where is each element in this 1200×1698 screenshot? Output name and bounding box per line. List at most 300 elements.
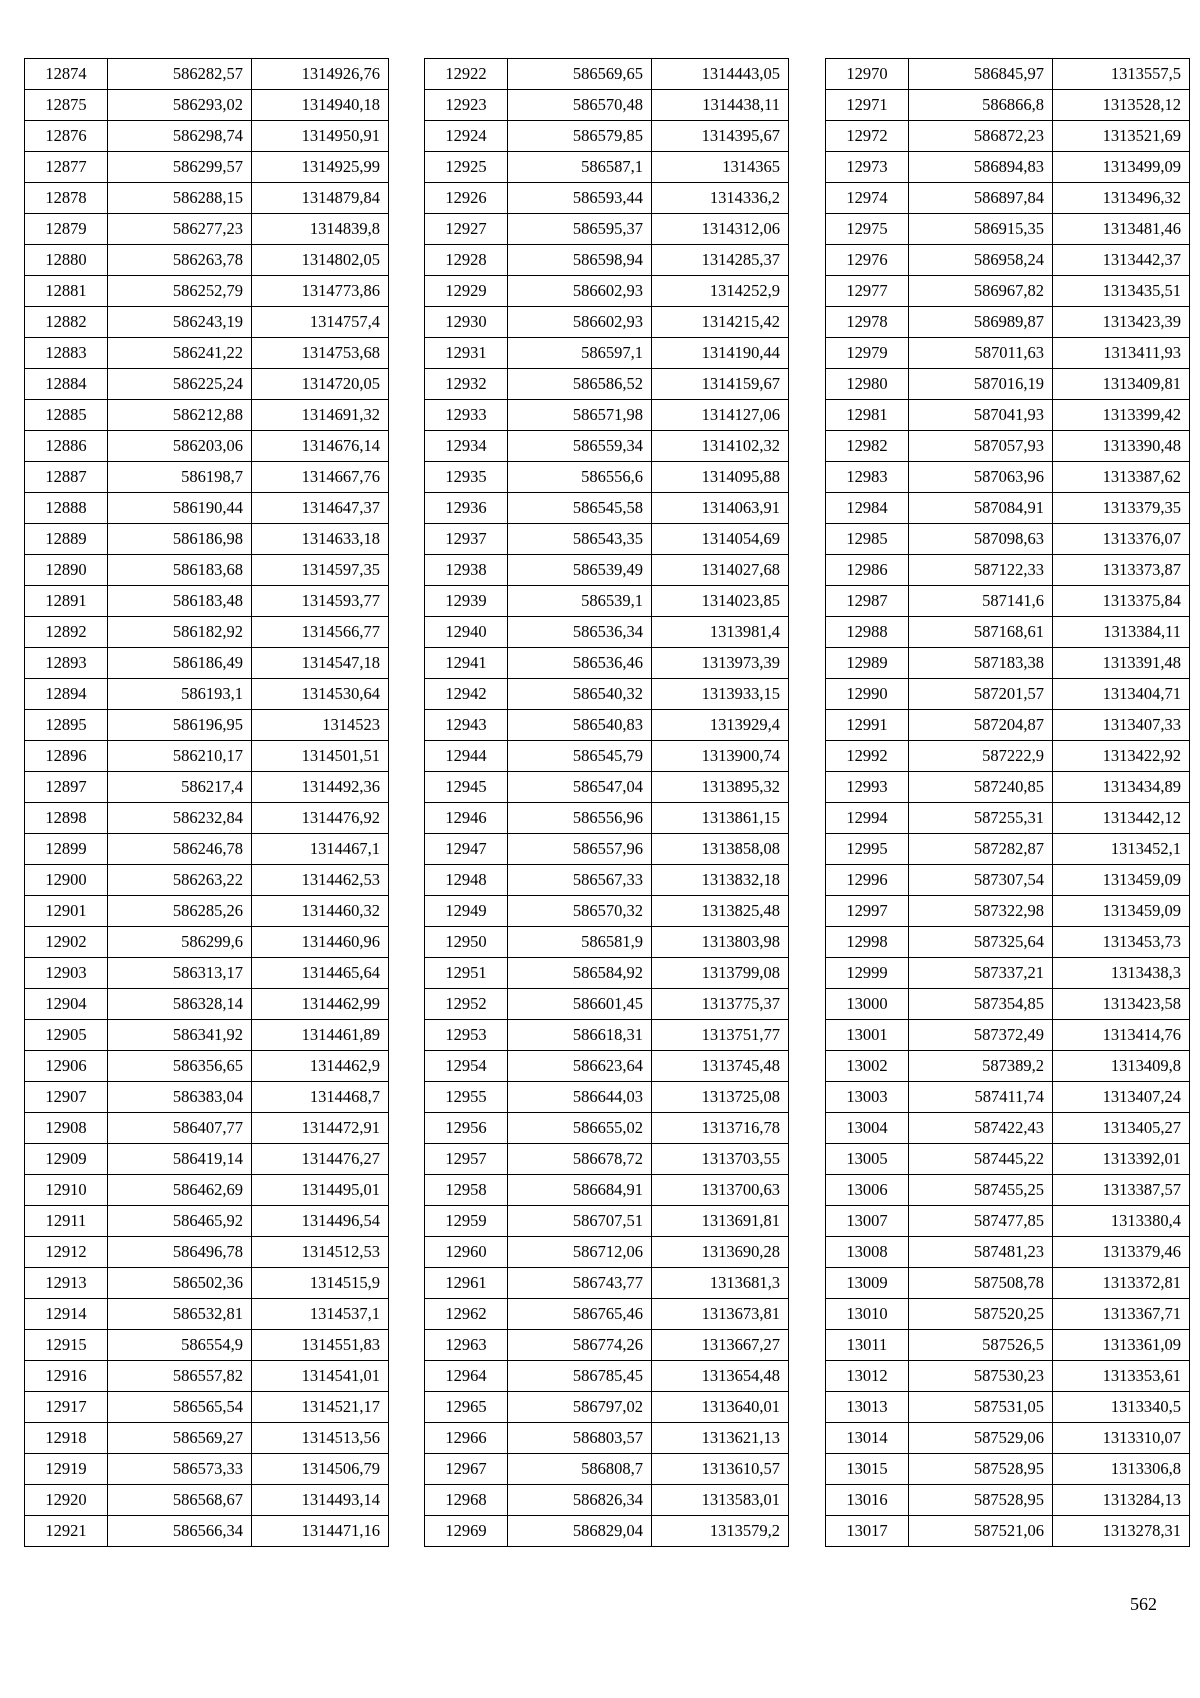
y-coordinate: 1313375,84 [1053, 586, 1190, 617]
point-number: 12970 [826, 59, 909, 90]
y-coordinate: 1313438,3 [1053, 958, 1190, 989]
y-coordinate: 1314879,84 [252, 183, 389, 214]
point-number: 12951 [425, 958, 508, 989]
x-coordinate: 586915,35 [909, 214, 1053, 245]
table-row [425, 958, 789, 989]
y-coordinate: 1314547,18 [252, 648, 389, 679]
x-coordinate: 586186,98 [108, 524, 252, 555]
point-number: 12937 [425, 524, 508, 555]
table-row [826, 710, 1190, 741]
point-number: 12968 [425, 1485, 508, 1516]
table-row [826, 1392, 1190, 1423]
y-coordinate: 1314395,67 [652, 121, 789, 152]
x-coordinate: 586826,34 [508, 1485, 652, 1516]
x-coordinate: 587222,9 [909, 741, 1053, 772]
point-number: 12904 [25, 989, 108, 1020]
y-coordinate: 1313372,81 [1053, 1268, 1190, 1299]
point-number: 13000 [826, 989, 909, 1020]
point-number: 12982 [826, 431, 909, 462]
y-coordinate: 1313716,78 [652, 1113, 789, 1144]
x-coordinate: 587122,33 [909, 555, 1053, 586]
table-row [25, 90, 389, 121]
y-coordinate: 1314515,9 [252, 1268, 389, 1299]
x-coordinate: 586263,78 [108, 245, 252, 276]
x-coordinate: 586570,32 [508, 896, 652, 927]
x-coordinate: 586210,17 [108, 741, 252, 772]
y-coordinate: 1314159,67 [652, 369, 789, 400]
x-coordinate: 586419,14 [108, 1144, 252, 1175]
y-coordinate: 1314460,32 [252, 896, 389, 927]
x-coordinate: 586299,6 [108, 927, 252, 958]
point-number: 12974 [826, 183, 909, 214]
y-coordinate: 1313673,81 [652, 1299, 789, 1330]
table-row [25, 1237, 389, 1268]
x-coordinate: 586502,36 [108, 1268, 252, 1299]
coordinates-table-1 [24, 58, 389, 1547]
point-number: 12947 [425, 834, 508, 865]
x-coordinate: 586383,04 [108, 1082, 252, 1113]
table-row [425, 1485, 789, 1516]
table-row [25, 1361, 389, 1392]
table-row [25, 1485, 389, 1516]
point-number: 13006 [826, 1175, 909, 1206]
table-row [25, 1175, 389, 1206]
point-number: 12936 [425, 493, 508, 524]
point-number: 12930 [425, 307, 508, 338]
point-number: 12897 [25, 772, 108, 803]
point-number: 12989 [826, 648, 909, 679]
table-row [25, 276, 389, 307]
y-coordinate: 1314493,14 [252, 1485, 389, 1516]
y-coordinate: 1314462,53 [252, 865, 389, 896]
point-number: 12877 [25, 152, 108, 183]
point-number: 12946 [425, 803, 508, 834]
table-row [425, 927, 789, 958]
table-row [25, 431, 389, 462]
y-coordinate: 1314476,27 [252, 1144, 389, 1175]
x-coordinate: 586808,7 [508, 1454, 652, 1485]
table-row [425, 989, 789, 1020]
table-row [826, 462, 1190, 493]
y-coordinate: 1313442,37 [1053, 245, 1190, 276]
table-row [25, 1051, 389, 1082]
y-coordinate: 1313459,09 [1053, 896, 1190, 927]
x-coordinate: 586183,68 [108, 555, 252, 586]
point-number: 12959 [425, 1206, 508, 1237]
point-number: 13009 [826, 1268, 909, 1299]
table-row [425, 1206, 789, 1237]
point-number: 12957 [425, 1144, 508, 1175]
y-coordinate: 1313306,8 [1053, 1454, 1190, 1485]
y-coordinate: 1314597,35 [252, 555, 389, 586]
x-coordinate: 586623,64 [508, 1051, 652, 1082]
x-coordinate: 586496,78 [108, 1237, 252, 1268]
point-number: 12986 [826, 555, 909, 586]
x-coordinate: 586241,22 [108, 338, 252, 369]
x-coordinate: 586684,91 [508, 1175, 652, 1206]
x-coordinate: 586285,26 [108, 896, 252, 927]
y-coordinate: 1313405,27 [1053, 1113, 1190, 1144]
table-row [826, 338, 1190, 369]
point-number: 12990 [826, 679, 909, 710]
x-coordinate: 586198,7 [108, 462, 252, 493]
table-row [25, 307, 389, 338]
y-coordinate: 1314095,88 [652, 462, 789, 493]
x-coordinate: 586743,77 [508, 1268, 652, 1299]
x-coordinate: 587520,25 [909, 1299, 1053, 1330]
y-coordinate: 1313799,08 [652, 958, 789, 989]
x-coordinate: 587529,06 [909, 1423, 1053, 1454]
y-coordinate: 1313496,32 [1053, 183, 1190, 214]
y-coordinate: 1314027,68 [652, 555, 789, 586]
y-coordinate: 1314512,53 [252, 1237, 389, 1268]
table-row [826, 307, 1190, 338]
x-coordinate: 586407,77 [108, 1113, 252, 1144]
y-coordinate: 1314063,91 [652, 493, 789, 524]
x-coordinate: 586299,57 [108, 152, 252, 183]
y-coordinate: 1313435,51 [1053, 276, 1190, 307]
table-row [425, 1082, 789, 1113]
y-coordinate: 1314460,96 [252, 927, 389, 958]
table-row [425, 338, 789, 369]
point-number: 12933 [425, 400, 508, 431]
point-number: 12967 [425, 1454, 508, 1485]
point-number: 13007 [826, 1206, 909, 1237]
table-row [425, 524, 789, 555]
x-coordinate: 586598,94 [508, 245, 652, 276]
y-coordinate: 1314365 [652, 152, 789, 183]
table-row [826, 1516, 1190, 1547]
point-number: 12898 [25, 803, 108, 834]
table-row [425, 307, 789, 338]
table-row [826, 1206, 1190, 1237]
y-coordinate: 1314476,92 [252, 803, 389, 834]
table-row [425, 555, 789, 586]
point-number: 12964 [425, 1361, 508, 1392]
point-number: 12922 [425, 59, 508, 90]
table-row [826, 1144, 1190, 1175]
point-number: 12995 [826, 834, 909, 865]
x-coordinate: 586543,35 [508, 524, 652, 555]
point-number: 13011 [826, 1330, 909, 1361]
table-row [25, 1020, 389, 1051]
y-coordinate: 1313387,57 [1053, 1175, 1190, 1206]
x-coordinate: 586712,06 [508, 1237, 652, 1268]
point-number: 12981 [826, 400, 909, 431]
x-coordinate: 586797,02 [508, 1392, 652, 1423]
table-row [425, 1020, 789, 1051]
table-row [826, 1113, 1190, 1144]
table-row [25, 617, 389, 648]
x-coordinate: 587526,5 [909, 1330, 1053, 1361]
table-row [425, 276, 789, 307]
point-number: 12927 [425, 214, 508, 245]
y-coordinate: 1314472,91 [252, 1113, 389, 1144]
x-coordinate: 586678,72 [508, 1144, 652, 1175]
x-coordinate: 586765,46 [508, 1299, 652, 1330]
x-coordinate: 586570,48 [508, 90, 652, 121]
table-row [25, 183, 389, 214]
x-coordinate: 587325,64 [909, 927, 1053, 958]
point-number: 12969 [425, 1516, 508, 1547]
point-number: 13015 [826, 1454, 909, 1485]
table-row [826, 1299, 1190, 1330]
x-coordinate: 586602,93 [508, 307, 652, 338]
y-coordinate: 1313929,4 [652, 710, 789, 741]
y-coordinate: 1314541,01 [252, 1361, 389, 1392]
x-coordinate: 586581,9 [508, 927, 652, 958]
y-coordinate: 1313392,01 [1053, 1144, 1190, 1175]
point-number: 12943 [425, 710, 508, 741]
point-number: 12935 [425, 462, 508, 493]
x-coordinate: 586252,79 [108, 276, 252, 307]
table-row [826, 276, 1190, 307]
point-number: 12928 [425, 245, 508, 276]
table-row [425, 896, 789, 927]
point-number: 12962 [425, 1299, 508, 1330]
point-number: 12999 [826, 958, 909, 989]
table-row [425, 710, 789, 741]
point-number: 12944 [425, 741, 508, 772]
x-coordinate: 586246,78 [108, 834, 252, 865]
point-number: 12966 [425, 1423, 508, 1454]
table-row [425, 648, 789, 679]
x-coordinate: 586182,92 [108, 617, 252, 648]
point-number: 12891 [25, 586, 108, 617]
table-row [25, 369, 389, 400]
y-coordinate: 1313858,08 [652, 834, 789, 865]
x-coordinate: 587204,87 [909, 710, 1053, 741]
point-number: 12931 [425, 338, 508, 369]
table-row [25, 1423, 389, 1454]
point-number: 12926 [425, 183, 508, 214]
point-number: 12985 [826, 524, 909, 555]
point-number: 12910 [25, 1175, 108, 1206]
point-number: 12875 [25, 90, 108, 121]
y-coordinate: 1314720,05 [252, 369, 389, 400]
table-row [826, 183, 1190, 214]
point-number: 12941 [425, 648, 508, 679]
table-row [425, 1330, 789, 1361]
table-row [25, 679, 389, 710]
table-row [425, 493, 789, 524]
x-coordinate: 586559,34 [508, 431, 652, 462]
point-number: 12924 [425, 121, 508, 152]
x-coordinate: 586593,44 [508, 183, 652, 214]
table-row [425, 59, 789, 90]
table-row [826, 59, 1190, 90]
y-coordinate: 1313981,4 [652, 617, 789, 648]
point-number: 13001 [826, 1020, 909, 1051]
table-row [425, 369, 789, 400]
y-coordinate: 1314523 [252, 710, 389, 741]
x-coordinate: 587282,87 [909, 834, 1053, 865]
y-coordinate: 1314551,83 [252, 1330, 389, 1361]
y-coordinate: 1313353,61 [1053, 1361, 1190, 1392]
point-number: 12934 [425, 431, 508, 462]
x-coordinate: 586557,96 [508, 834, 652, 865]
y-coordinate: 1314438,11 [652, 90, 789, 121]
y-coordinate: 1313803,98 [652, 927, 789, 958]
table-row [826, 896, 1190, 927]
table-row [826, 1237, 1190, 1268]
point-number: 12914 [25, 1299, 108, 1330]
coordinates-table-3 [825, 58, 1190, 1547]
x-coordinate: 587445,22 [909, 1144, 1053, 1175]
point-number: 12896 [25, 741, 108, 772]
point-number: 12894 [25, 679, 108, 710]
y-coordinate: 1313407,33 [1053, 710, 1190, 741]
y-coordinate: 1314925,99 [252, 152, 389, 183]
point-number: 12993 [826, 772, 909, 803]
y-coordinate: 1313380,4 [1053, 1206, 1190, 1237]
x-coordinate: 587084,91 [909, 493, 1053, 524]
x-coordinate: 586313,17 [108, 958, 252, 989]
y-coordinate: 1314773,86 [252, 276, 389, 307]
point-number: 12907 [25, 1082, 108, 1113]
point-number: 12998 [826, 927, 909, 958]
coordinates-table-2 [424, 58, 789, 1547]
table-row [826, 741, 1190, 772]
y-coordinate: 1314593,77 [252, 586, 389, 617]
y-coordinate: 1313367,71 [1053, 1299, 1190, 1330]
table-row [826, 524, 1190, 555]
x-coordinate: 586532,81 [108, 1299, 252, 1330]
x-coordinate: 586866,8 [909, 90, 1053, 121]
point-number: 12899 [25, 834, 108, 865]
y-coordinate: 1314667,76 [252, 462, 389, 493]
x-coordinate: 586263,22 [108, 865, 252, 896]
x-coordinate: 586243,19 [108, 307, 252, 338]
y-coordinate: 1313832,18 [652, 865, 789, 896]
point-number: 12920 [25, 1485, 108, 1516]
y-coordinate: 1314802,05 [252, 245, 389, 276]
table-row [826, 1330, 1190, 1361]
x-coordinate: 587141,6 [909, 586, 1053, 617]
x-coordinate: 587183,38 [909, 648, 1053, 679]
table-row [425, 152, 789, 183]
x-coordinate: 586539,1 [508, 586, 652, 617]
y-coordinate: 1314926,76 [252, 59, 389, 90]
y-coordinate: 1313411,93 [1053, 338, 1190, 369]
x-coordinate: 587508,78 [909, 1268, 1053, 1299]
x-coordinate: 586225,24 [108, 369, 252, 400]
point-number: 12923 [425, 90, 508, 121]
y-coordinate: 1313434,89 [1053, 772, 1190, 803]
table-row [25, 245, 389, 276]
y-coordinate: 1313895,32 [652, 772, 789, 803]
table-row [425, 679, 789, 710]
y-coordinate: 1313459,09 [1053, 865, 1190, 896]
x-coordinate: 586557,82 [108, 1361, 252, 1392]
table-row [826, 1175, 1190, 1206]
x-coordinate: 587240,85 [909, 772, 1053, 803]
y-coordinate: 1314537,1 [252, 1299, 389, 1330]
y-coordinate: 1313933,15 [652, 679, 789, 710]
x-coordinate: 586571,98 [508, 400, 652, 431]
table-row [25, 927, 389, 958]
x-coordinate: 586707,51 [508, 1206, 652, 1237]
table-row [425, 1051, 789, 1082]
table-row [25, 524, 389, 555]
y-coordinate: 1313775,37 [652, 989, 789, 1020]
x-coordinate: 586547,04 [508, 772, 652, 803]
y-coordinate: 1313745,48 [652, 1051, 789, 1082]
point-number: 13002 [826, 1051, 909, 1082]
point-number: 12925 [425, 152, 508, 183]
x-coordinate: 586462,69 [108, 1175, 252, 1206]
y-coordinate: 1313610,57 [652, 1454, 789, 1485]
point-number: 12905 [25, 1020, 108, 1051]
table-row [826, 245, 1190, 276]
y-coordinate: 1314753,68 [252, 338, 389, 369]
point-number: 12994 [826, 803, 909, 834]
point-number: 13005 [826, 1144, 909, 1175]
table-row [25, 648, 389, 679]
y-coordinate: 1314676,14 [252, 431, 389, 462]
y-coordinate: 1314950,91 [252, 121, 389, 152]
table-row [25, 59, 389, 90]
point-number: 12948 [425, 865, 508, 896]
point-number: 12902 [25, 927, 108, 958]
point-number: 12942 [425, 679, 508, 710]
point-number: 12988 [826, 617, 909, 648]
table-row [425, 462, 789, 493]
point-number: 12971 [826, 90, 909, 121]
x-coordinate: 586584,92 [508, 958, 652, 989]
table-row [826, 958, 1190, 989]
y-coordinate: 1313278,31 [1053, 1516, 1190, 1547]
table-row [425, 183, 789, 214]
y-coordinate: 1313825,48 [652, 896, 789, 927]
y-coordinate: 1314940,18 [252, 90, 389, 121]
x-coordinate: 587354,85 [909, 989, 1053, 1020]
x-coordinate: 586601,45 [508, 989, 652, 1020]
y-coordinate: 1313414,76 [1053, 1020, 1190, 1051]
table-row [25, 1082, 389, 1113]
table-row [25, 803, 389, 834]
y-coordinate: 1314566,77 [252, 617, 389, 648]
table-row [425, 1516, 789, 1547]
table-row [826, 927, 1190, 958]
table-row [25, 1454, 389, 1485]
point-number: 12890 [25, 555, 108, 586]
x-coordinate: 586803,57 [508, 1423, 652, 1454]
y-coordinate: 1313409,81 [1053, 369, 1190, 400]
y-coordinate: 1313621,13 [652, 1423, 789, 1454]
table-row [25, 1330, 389, 1361]
table-row [25, 1144, 389, 1175]
y-coordinate: 1313361,09 [1053, 1330, 1190, 1361]
y-coordinate: 1314462,99 [252, 989, 389, 1020]
point-number: 12992 [826, 741, 909, 772]
point-number: 12983 [826, 462, 909, 493]
table-row [425, 245, 789, 276]
y-coordinate: 1314023,85 [652, 586, 789, 617]
point-number: 13012 [826, 1361, 909, 1392]
table-body [25, 59, 389, 1547]
y-coordinate: 1314691,32 [252, 400, 389, 431]
x-coordinate: 586193,1 [108, 679, 252, 710]
point-number: 12960 [425, 1237, 508, 1268]
point-number: 12900 [25, 865, 108, 896]
y-coordinate: 1313528,12 [1053, 90, 1190, 121]
table-row [25, 338, 389, 369]
x-coordinate: 586298,74 [108, 121, 252, 152]
y-coordinate: 1313583,01 [652, 1485, 789, 1516]
y-coordinate: 1313900,74 [652, 741, 789, 772]
x-coordinate: 586655,02 [508, 1113, 652, 1144]
